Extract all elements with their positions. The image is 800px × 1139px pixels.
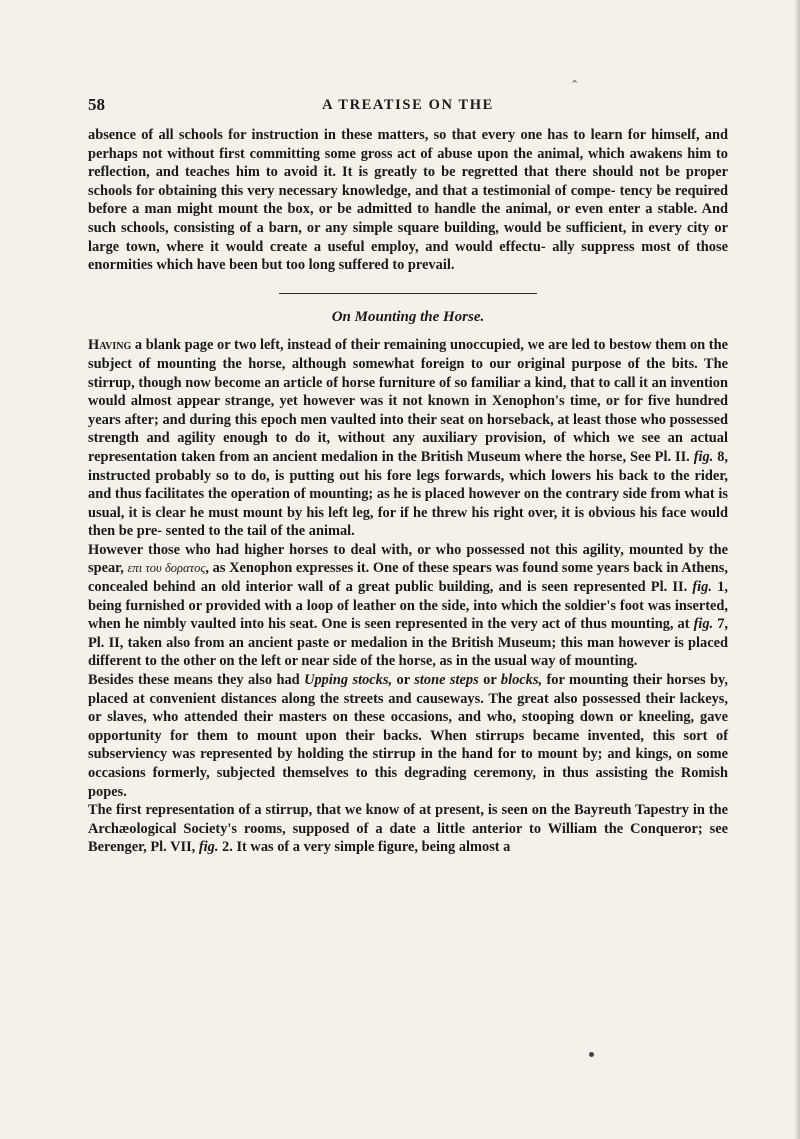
- printer-mark-icon: ⌃: [570, 79, 580, 91]
- page-header: [88, 95, 728, 117]
- body-text: [88, 126, 728, 857]
- paragraph-1: absence of all schools for instruction in these matters, so that every one has to learn for himself, and perhaps not without first committing some gross act of abuse upon the animal, which awakens him to reflection, and teaches him to avoid it. It is greatly to be regretted that there should not be proper schools for obtaining this very necessary knowledge, and that a testimonial of compe- tency be required before a man might mount the box, or be admitted to handle the animal, or even enter a stable. And such schools, consisting of a barn, or any simple square building, would be sufficient, in every city or large town, where it would create a useful employ, and would effectu- ally suppress most of those enormities which have been but too long suffered to prevail.: [88, 127, 728, 274]
- page-number: 58: [88, 95, 105, 114]
- section-divider: [279, 293, 537, 294]
- running-title: A TREATISE ON THE: [322, 97, 494, 113]
- paragraph-3: However those who had higher horses to deal with, or who possessed not this agility, mounted by the spear, επι του δορατος, as Xenophon expresses it. One of these spears was found some years back in Athens, concealed behind an old interior wall of a great public building, and is seen represented Pl. II. fig. 1, being furnished or provided with a loop of leather on the side, into which the soldier's foot was inserted, when he nimbly vaulted into his seat. One is seen represented in the very act of thus mounting, at fig. 7, Pl. II, taken also from an ancient paste or medalion in the British Museum; this man however is placed different to the other on the left or near side of the horse, as in the usual way of mounting.: [88, 541, 728, 670]
- paragraph-4: Besides these means they also had Upping stocks, or stone steps or blocks, for mounting their horses by, placed at convenient distances along the streets and causeways. The great also possessed their lackeys, or slaves, who attended their masters on these occasions, and who, stooping down or kneeling, gave opportunity for them to mount upon their backs. When stirrups became invented, this sort of subserviency was represented by holding the stirrup in the hand for to mount by; and kings, on some occasions formerly, subjected themselves to this degrading ceremony, in thus assisting the Romish popes.: [88, 672, 728, 800]
- paragraph-5: The first representation of a stirrup, that we know of at present, is seen on the Bayreuth Tapestry in the Archæological Society's rooms, supposed of a date a little anterior to William the Conqueror; see Berenger, Pl. VII, fig. 2. It was of a very simple figure, being almost a: [88, 802, 728, 856]
- page-edge-shadow: [794, 0, 800, 1139]
- greek-phrase: επι του δορατος: [127, 561, 206, 576]
- paragraph-lead-word: Having: [88, 337, 132, 354]
- ink-spot: [589, 1052, 594, 1057]
- paragraph-2: Having a blank page or two left, instead of their remaining unoccupied, we are led to bestow them on the subject of mounting the horse, although somewhat foreign to our original purpose of the bits. The stirrup, though now become an article of horse furniture of so familiar a kind, that to call it an invention would almost appear strange, yet however was it not known in Xenophon's time, or for five hundred years after; and during this epoch men vaulted into their seat on horseback, at least those who possessed strength and agility enough to do it, without any auxiliary provision, of which we see an actual representation taken from an ancient medalion in the British Museum where the horse, See Pl. II. fig. 8, instructed probably so to do, is putting out his fore legs forwards, which lowers his back to the rider, and thus facilitates the operation of mounting; as he is placed however on the contrary side from what is usual, it is clear he must mount by his left leg, for if he threw his right over, it is obvious his face would then be pre- sented to the tail of the animal.: [88, 337, 728, 540]
- section-title: On Mounting the Horse.: [331, 308, 485, 325]
